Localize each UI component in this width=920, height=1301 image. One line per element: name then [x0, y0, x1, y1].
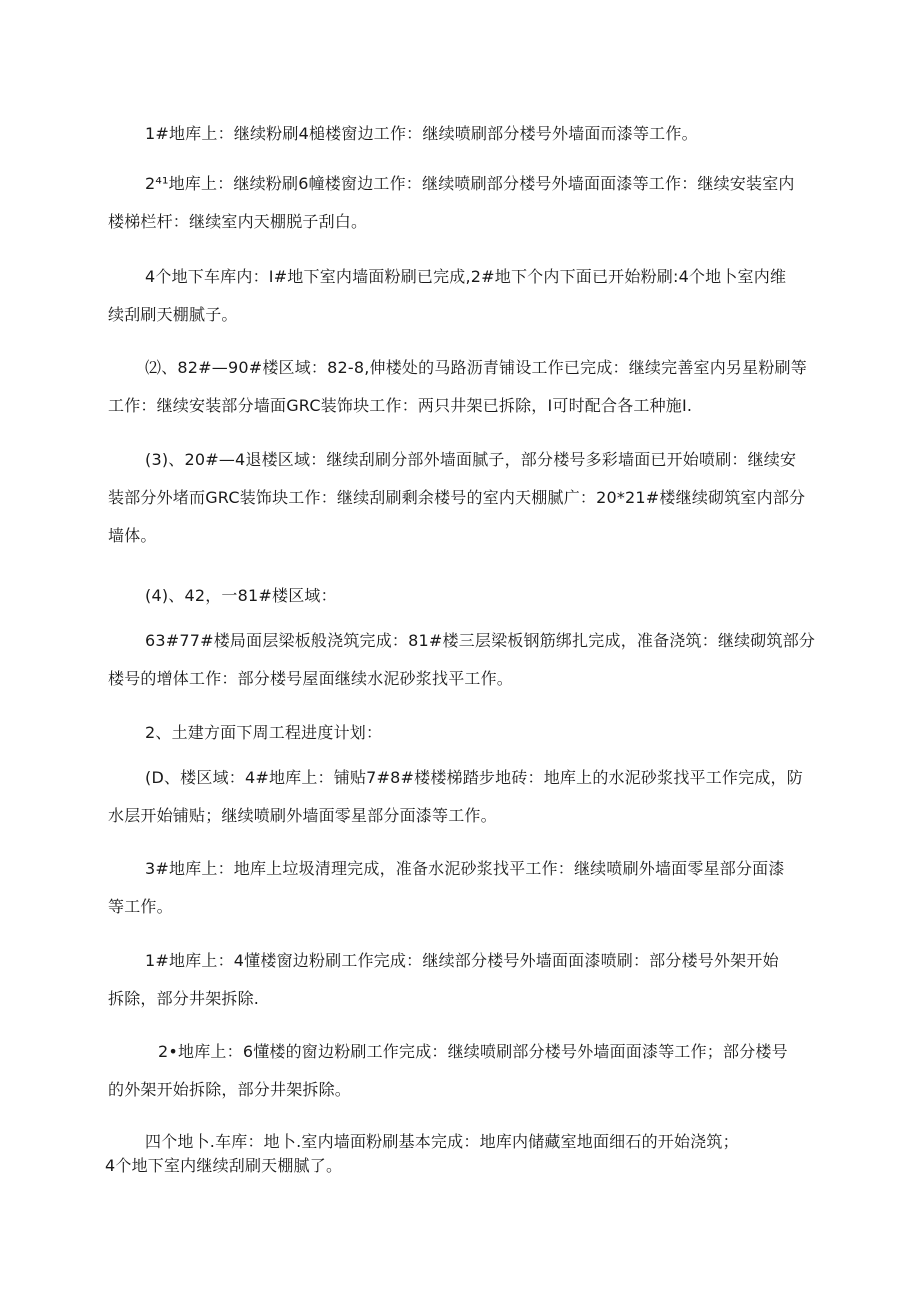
- paragraph-line: (3)、20#—4退楼区域：继续刮刷分部外墙面腻子，部分楼号多彩墙面已开始喷刷：继续安: [145, 450, 797, 469]
- paragraph-7: [108, 622, 816, 698]
- paragraph-2: [108, 165, 795, 241]
- paragraph-line: ⑵、82#—90#楼区域：82-8,伸楼处的马路沥青铺设工作已完成：继续完善室内另星粉刷等: [145, 358, 807, 377]
- paragraph-line: 1#地库上：4懂楼窗边粉刷工作完成：继续部分楼号外墙面面漆喷刷：部分楼号外架开始: [145, 951, 779, 970]
- paragraph-8: [145, 714, 382, 752]
- paragraph-line: (D、楼区域：4#地库上：铺贴7#8#楼楼梯踏步地砖：地库上的水泥砂浆找平工作完成，防: [145, 768, 803, 787]
- paragraph-line: 水层开始铺贴；继续喷刷外墙面零星部分面漆等工作。: [108, 806, 497, 825]
- paragraph-line: 4个地下室内继续刮刷天棚腻了。: [105, 1156, 343, 1175]
- paragraph-line: 等工作。: [108, 897, 173, 916]
- paragraph-6: [145, 577, 337, 615]
- paragraph-4: [108, 349, 807, 425]
- paragraph-line: 的外架开始拆除，部分井架拆除。: [108, 1080, 352, 1099]
- paragraph-line: 2、土建方面下周工程进度计划：: [145, 723, 383, 742]
- paragraph-line: 63#77#楼局面层梁板般浇筑完成：81#楼三层梁板钢筋绑扎完成，准备浇筑：继续砌筑部分: [145, 631, 816, 650]
- paragraph-line: 四个地卜.车库：地卜.室内墙面粉刷基本完成：地库内储藏室地面细石的开始浇筑；: [145, 1132, 739, 1151]
- paragraph-line: 2•地库上：6懂楼的窗边粉刷工作完成：继续喷刷部分楼号外墙面面漆等工作；部分楼号: [158, 1042, 788, 1061]
- paragraph-13: [105, 1130, 739, 1178]
- paragraph-1: [145, 115, 698, 153]
- paragraph-line: 4个地下车库内：I#地下室内墙面粉刷已完成,2#地下个内下面已开始粉刷:4个地卜室内维: [145, 267, 787, 286]
- paragraph-line: 3#地库上：地库上垃圾清理完成，准备水泥砂浆找平工作：继续喷刷外墙面零星部分面漆: [145, 859, 785, 878]
- paragraph-line: 工作：继续安装部分墙面GRC装饰块工作：两只井架已拆除，I可时配合各工种施I.: [108, 396, 693, 415]
- paragraph-line: 墙体。: [108, 526, 157, 545]
- paragraph-9: [108, 759, 803, 835]
- paragraph-12: [108, 1033, 788, 1109]
- paragraph-line: 1#地库上：继续粉刷4槌楼窗边工作：继续喷刷部分楼号外墙面而漆等工作。: [145, 124, 698, 143]
- paragraph-10: [108, 850, 785, 926]
- paragraph-line: (4)、42，一81#楼区域：: [145, 586, 337, 605]
- paragraph-line: 楼号的增体工作：部分楼号屋面继续水泥砂浆找平工作。: [108, 669, 514, 688]
- paragraph-11: [108, 942, 779, 1018]
- paragraph-line: 拆除，部分井架拆除.: [108, 989, 260, 1008]
- paragraph-line: 楼梯栏杆：继续室内天棚脱子刮白。: [108, 212, 368, 231]
- paragraph-5: [108, 441, 806, 555]
- paragraph-3: [108, 258, 787, 334]
- paragraph-line: 续刮刷天棚腻子。: [108, 305, 238, 324]
- paragraph-line: 2⁴¹地库上：继续粉刷6幢楼窗边工作：继续喷刷部分楼号外墙面面漆等工作：继续安装室内: [145, 174, 795, 193]
- paragraph-line: 装部分外堵而GRC装饰块工作：继续刮刷剩余楼号的室内天棚腻广：20*21#楼继续砌筑室内部分: [108, 488, 806, 507]
